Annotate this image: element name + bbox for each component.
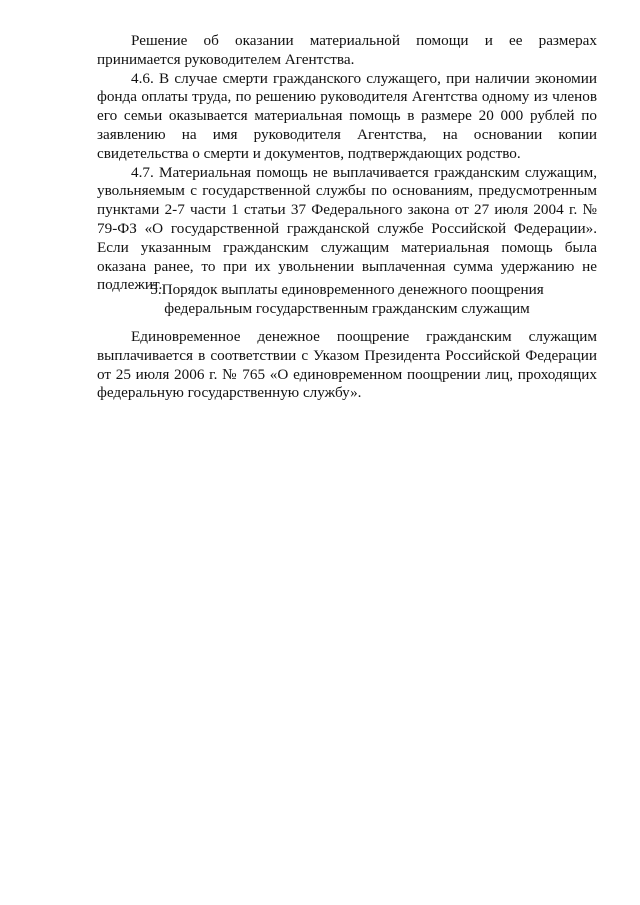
paragraph-4-6: 4.6. В случае смерти гражданского служащего, при наличии экономии фонда оплаты труда, по решению руководителя Агентства одному из членов его семьи оказывается материальная помощь в размере 20 000 рублей по заявлению на имя руководителя Агентства, на основании копии свидетельства о смерти и документов, подтверждающих родство. bbox=[97, 69, 597, 162]
section-5-heading bbox=[97, 281, 597, 319]
section-5-heading-line-1: 5.Порядок выплаты единовременного денежного поощрения bbox=[150, 281, 544, 298]
paragraph-decision: Решение об оказании материальной помощи и ее размерах принимается руководителем Агентства. bbox=[97, 32, 597, 68]
section-5-text bbox=[97, 328, 597, 403]
paragraph-5: Единовременное денежное поощрение гражданским служащим выплачивается в соответствии с Указом Президента Российской Федерации от 25 июля 2006 г. № 765 «О единовременном поощрении лиц, проходящих федеральную государственную службу». bbox=[97, 328, 597, 402]
section-5-heading-line-2: федеральным государственным гражданским служащим bbox=[164, 299, 530, 317]
section-4-text bbox=[97, 32, 597, 295]
paragraph-4-7: 4.7. Материальная помощь не выплачивается гражданским служащим, увольняемым с государственной службы по основаниям, предусмотренным пунктами 2-7 части 1 статьи 37 Федерального закона от 27 июля 2004 г. № 79-ФЗ «О государственной гражданской службе Российской Федерации». Если указанным гражданским служащим материальная помощь была оказана ранее, то при их увольнении выплаченная сумма удержанию не подлежит. bbox=[97, 163, 597, 294]
